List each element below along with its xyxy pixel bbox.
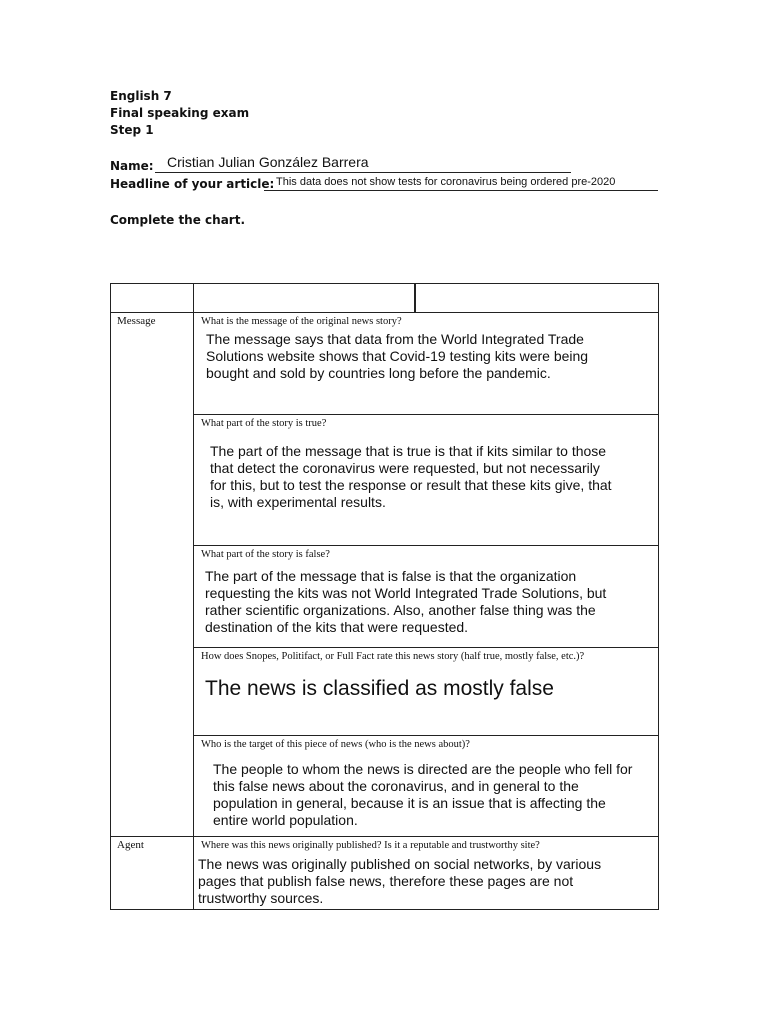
header-cell-split — [194, 284, 659, 313]
rating-answer[interactable]: The news is classified as mostly false — [205, 677, 554, 700]
question-cell[interactable] — [194, 648, 659, 736]
table-row — [111, 546, 659, 648]
table-row — [111, 648, 659, 736]
question-text: What is the message of the original news story? — [201, 316, 402, 327]
category-label: Agent — [117, 839, 144, 851]
table-row — [111, 837, 659, 910]
analysis-chart — [110, 283, 659, 910]
headline-field[interactable]: This data does not show tests for coronavirus being ordered pre-2020 — [264, 175, 658, 191]
table-row — [111, 736, 659, 837]
question-cell[interactable] — [194, 415, 659, 546]
name-field[interactable]: Cristian Julian González Barrera — [155, 153, 571, 173]
name-label: Name: — [110, 159, 154, 173]
chart-header-row — [111, 284, 659, 313]
answer-text[interactable]: The message says that data from the World Integrated Trade Solutions website shows that Covid-19 testing kits were being bought and sold by countries long before the pandemic. — [206, 331, 589, 381]
question-text: How does Snopes, Politifact, or Full Fact rate this news story (half true, mostly false, etc.)? — [201, 651, 585, 662]
question-cell[interactable] — [194, 546, 659, 648]
category-message — [111, 313, 194, 837]
step-label: Step 1 — [110, 123, 154, 137]
category-agent — [111, 837, 194, 910]
answer-text[interactable]: The part of the message that is true is that if kits similar to those that detect the coronavirus were requested, but not necessarily for this, but to test the response or result that these kits give, that is, with experimental results. — [210, 443, 612, 510]
question-cell[interactable] — [194, 837, 659, 910]
headline-label: Headline of your article: — [110, 177, 275, 191]
course-title: English 7 — [110, 89, 172, 103]
exam-title: Final speaking exam — [110, 106, 250, 120]
category-label: Message — [117, 315, 156, 327]
question-cell[interactable] — [194, 736, 659, 837]
instruction-text: Complete the chart. — [110, 213, 246, 227]
answer-text[interactable]: The people to whom the news is directed are the people who fell for this false news about the coronavirus, and in general to the population in general, because it is an issue that is affecting the entire world population. — [213, 761, 633, 828]
table-row — [111, 415, 659, 546]
question-text: What part of the story is true? — [201, 418, 327, 429]
table-row — [111, 313, 659, 415]
question-text: Where was this news originally published? Is it a reputable and trustworthy site? — [201, 840, 540, 851]
answer-text[interactable]: The news was originally published on social networks, by various pages that publish false news, therefore these pages are not trustworthy sources. — [198, 856, 602, 906]
question-text: Who is the target of this piece of news (who is the news about)? — [201, 739, 470, 750]
question-text: What part of the story is false? — [201, 549, 330, 560]
question-cell[interactable] — [194, 313, 659, 415]
header-cell-empty — [111, 284, 194, 313]
answer-text[interactable]: The part of the message that is false is that the organization requesting the kits was not World Integrated Trade Solutions, but rather scientific organizations. Also, another false thing was the destination of the kits that were requested. — [205, 568, 607, 635]
